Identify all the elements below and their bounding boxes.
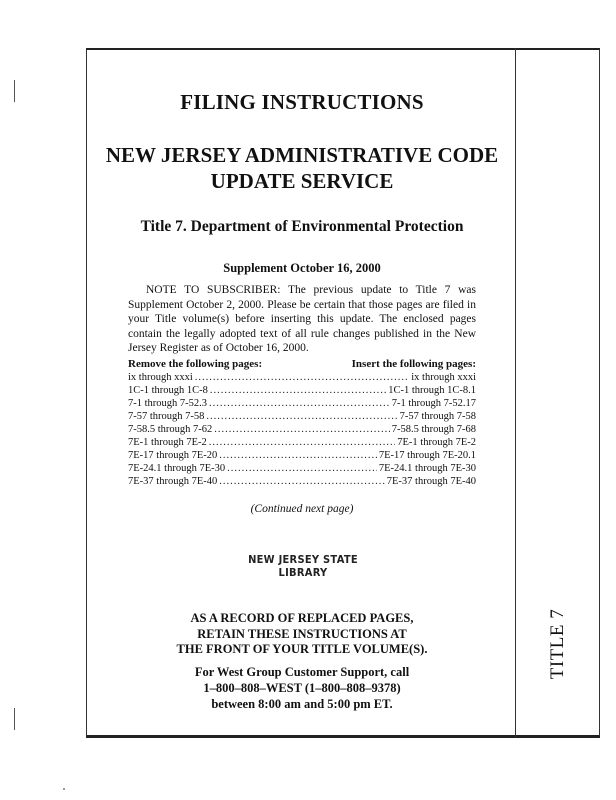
insert-cell: 7-57 through 7-58 [399, 411, 476, 422]
retain-line: THE FRONT OF YOUR TITLE VOLUME(S). [176, 642, 428, 656]
retain-instructions [128, 611, 476, 658]
filing-instructions-heading: FILING INSTRUCTIONS [180, 90, 424, 114]
title-heading: Title 7. Department of Environmental Protection [140, 218, 464, 235]
remove-cell: 7-58.5 through 7-62 [128, 424, 213, 435]
note-to-subscriber: NOTE TO SUBSCRIBER: The previous update to Title 7 was Supplement October 2, 2000. Please be certain that those pages are filed in your Title volume(s) before inserting this update. The enclosed pages contain the legally adopted text of all rule changes published in the New Jersey Register as of October 16, 2000. [128, 284, 476, 355]
code-heading [100, 142, 504, 194]
tab-divider [515, 48, 516, 738]
supplement-date: Supplement October 16, 2000 [223, 261, 381, 275]
insert-cell: 7E-17 through 7E-20.1 [378, 450, 476, 461]
remove-cell: 7-57 through 7-58 [128, 411, 205, 422]
retain-line: AS A RECORD OF REPLACED PAGES, [190, 611, 414, 625]
insert-cell: 7-1 through 7-52.17 [391, 398, 476, 409]
remove-cell: 1C-1 through 1C-8 [128, 385, 208, 396]
remove-cell: 7E-17 through 7E-20 [128, 450, 218, 461]
margin-mark [14, 80, 15, 102]
remove-cell: 7E-1 through 7E-2 [128, 437, 207, 448]
margin-mark [14, 708, 15, 730]
insert-cell: ix through xxxi [411, 372, 476, 383]
pages-table [128, 371, 476, 488]
support-line: For West Group Customer Support, call [194, 665, 410, 679]
insert-cell: 7E-1 through 7E-2 [397, 437, 476, 448]
library-stamp: NEW JERSEY STATE LIBRARY [248, 553, 358, 579]
insert-cell: 7E-37 through 7E-40 [386, 476, 476, 487]
code-heading-line1: NEW JERSEY ADMINISTRATIVE CODE [105, 143, 499, 167]
table-row [128, 384, 476, 397]
insert-cell: 7-58.5 through 7-68 [391, 424, 476, 435]
table-row [128, 462, 476, 475]
support-hours: between 8:00 am and 5:00 pm ET. [211, 697, 393, 711]
table-row [128, 475, 476, 488]
remove-cell: 7E-24.1 through 7E-30 [128, 463, 226, 474]
scan-speck [63, 788, 65, 790]
insert-cell: 7E-24.1 through 7E-30 [378, 463, 476, 474]
table-row [128, 371, 476, 384]
remove-pages-header: Remove the following pages: [128, 358, 263, 370]
remove-cell: 7E-37 through 7E-40 [128, 476, 218, 487]
remove-cell: 7-1 through 7-52.3 [128, 398, 208, 409]
table-row [128, 423, 476, 436]
support-phone: 1–800–808–WEST (1–800–808–9378) [203, 681, 401, 695]
table-row [128, 449, 476, 462]
table-row [128, 410, 476, 423]
pages-table-header [128, 358, 476, 370]
code-heading-line2: UPDATE SERVICE [210, 169, 394, 193]
table-row [128, 436, 476, 449]
title-tab-label: TITLE 7 [547, 608, 568, 680]
insert-cell: 1C-1 through 1C-8.1 [388, 385, 476, 396]
insert-pages-header: Insert the following pages: [351, 358, 476, 370]
remove-cell: ix through xxxi [128, 372, 193, 383]
table-row [128, 397, 476, 410]
customer-support [128, 664, 476, 712]
continued-note: (Continued next page) [250, 503, 354, 515]
retain-line: RETAIN THESE INSTRUCTIONS AT [197, 626, 407, 641]
